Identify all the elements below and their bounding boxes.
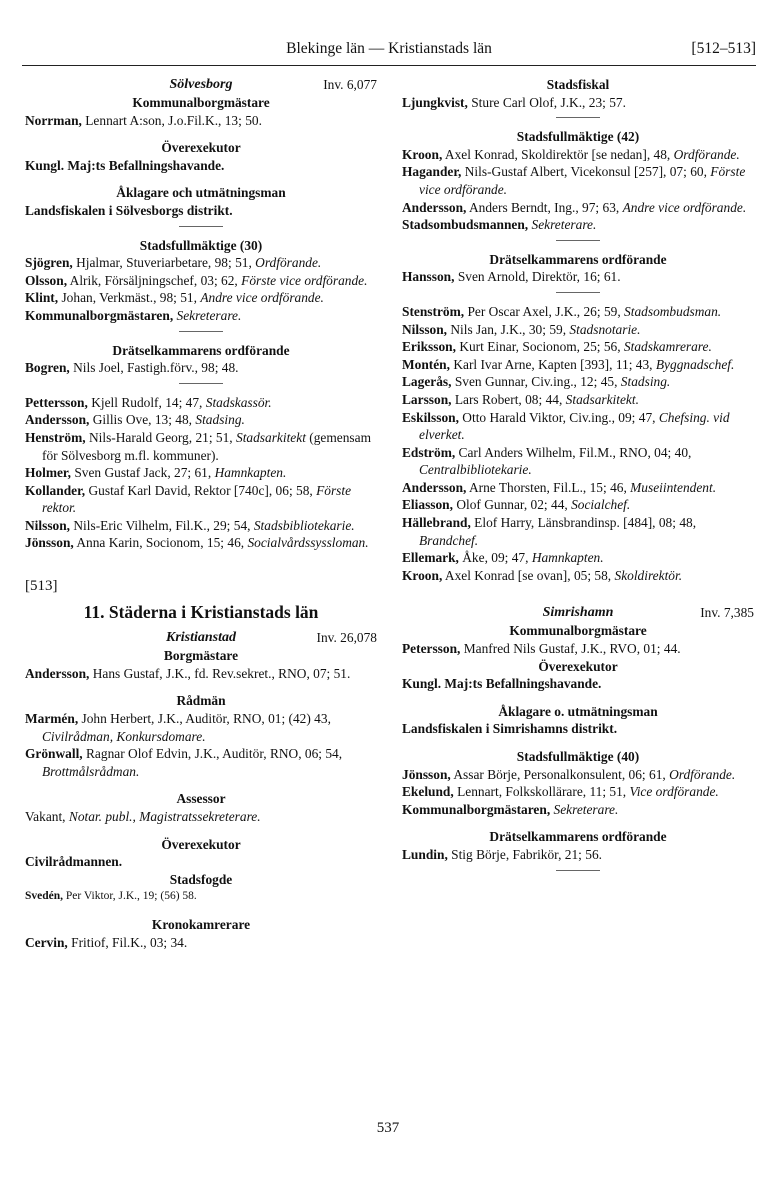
list-item: [25, 710, 377, 745]
person-name: Norrman,: [25, 112, 82, 128]
divider: [556, 117, 600, 118]
list-item: [25, 745, 377, 780]
office-holder: Civilrådmannen.: [25, 854, 123, 870]
list-item: [402, 94, 754, 112]
person-name: Kommunalborgmästaren,: [25, 307, 174, 323]
list-item: [25, 112, 377, 130]
person-role: Byggnadschef.: [655, 356, 735, 372]
section-heading: Överexekutor: [161, 140, 241, 156]
person-name: Andersson,: [25, 412, 90, 428]
person-details: Nils Jan, J.K., 30; 59,: [447, 321, 570, 337]
person-name: Kroon,: [402, 567, 443, 583]
person-details: Stig Börje, Fabrikör, 21; 56.: [447, 846, 602, 862]
section-heading: Stadsfullmäktige (30): [139, 237, 263, 253]
section-heading: Överexekutor: [161, 836, 241, 852]
person-name: Stenström,: [402, 303, 465, 319]
person-details: Vakant,: [25, 809, 69, 824]
person-role: Socialvårdssyssloman.: [247, 535, 369, 551]
town-heading-solvesborg: [25, 76, 377, 94]
section-heading: Kronokamrerare: [151, 916, 251, 932]
person-name: Kommunalborgmästaren,: [402, 801, 551, 817]
page-range: [512–513]: [691, 40, 756, 57]
person-role: Stadsnotarie.: [569, 321, 641, 337]
person-role: Sekreterare.: [173, 307, 242, 323]
person-name: Eliasson,: [402, 497, 453, 513]
divider: [179, 226, 223, 227]
list-item: [402, 199, 754, 217]
page-number: 537: [376, 1120, 400, 1136]
person-role: Förste vice ordförande.: [419, 164, 746, 197]
person-role: Brandchef.: [419, 532, 479, 548]
list-item: [25, 888, 377, 906]
section-heading: Drätselkammarens ordförande: [489, 829, 667, 845]
section-number: [513]: [25, 578, 58, 595]
person-role: Stadsarkitekt.: [565, 391, 639, 407]
person-role: Sekreterare.: [550, 801, 619, 817]
section-heading: Åklagare o. utmätningsman: [498, 703, 658, 719]
person-role: Andre vice ordförande.: [622, 199, 747, 215]
office-holder: Kungl. Maj:ts Befallningshavande.: [25, 157, 225, 173]
person-name: Ljungkvist,: [402, 94, 468, 110]
person-details: Ragnar Olof Edvin, J.K., Auditör, RNO, 06; 54,: [82, 746, 343, 762]
person-details: Sven Gustaf Jack, 27; 61,: [71, 465, 215, 481]
section-heading: Kommunalborgmästare: [132, 95, 270, 110]
person-name: Lundin,: [402, 846, 448, 862]
person-name: Kroon,: [402, 146, 443, 162]
section-heading: Åklagare och utmätningsman: [116, 185, 286, 201]
person-details: Sture Carl Olof, J.K., 23; 57.: [467, 94, 626, 110]
section-heading: Överexekutor: [538, 658, 618, 674]
person-name: Olsson,: [25, 272, 68, 288]
list-item: [25, 934, 377, 952]
person-role: Brottmålsrådman.: [42, 763, 140, 779]
person-details: Sven Gunnar, Civ.ing., 12; 45,: [451, 374, 621, 390]
list-item: [402, 303, 754, 321]
person-details: Gustaf Karl David, Rektor [740c], 06; 58,: [85, 482, 317, 498]
list-item: [402, 549, 754, 567]
person-role: Stadsing.: [620, 374, 671, 390]
section-heading: Stadsfullmäktige (42): [516, 129, 640, 145]
list-item: [25, 429, 377, 464]
list-item: [402, 640, 754, 658]
person-name: Stadsombudsmannen,: [402, 217, 529, 233]
person-details: Hans Gustaf, J.K., fd. Rev.sekret., RNO, 07; 51.: [89, 665, 351, 681]
person-role: Förste rektor.: [42, 482, 352, 516]
person-details: Carl Anders Wilhelm, Fil.M., RNO, 04; 40,: [455, 444, 692, 460]
person-details: Karl Ivar Arne, Kapten [393], 11; 43,: [449, 356, 656, 372]
person-role: Stadskassör.: [205, 394, 272, 410]
town-population: Inv. 6,077: [323, 77, 377, 92]
office-holder: Kungl. Maj:ts Befallningshavande.: [402, 676, 602, 692]
list-item: [402, 268, 754, 286]
office-holder: Landsfiskalen i Simrishamns distrikt.: [402, 721, 618, 737]
person-role: Sekreterare.: [528, 217, 597, 233]
list-item: [402, 801, 754, 819]
list-item: [402, 163, 754, 198]
person-name: Andersson,: [402, 199, 467, 215]
person-role: Ordförande.: [669, 766, 736, 782]
person-details: Kjell Rudolf, 14; 47,: [87, 394, 206, 410]
section-heading: Stadsfiskal: [546, 77, 610, 92]
list-item: [25, 534, 377, 552]
person-name: Henström,: [25, 429, 86, 445]
list-item: [25, 359, 377, 377]
list-item: [402, 846, 754, 864]
person-name: Montén,: [402, 356, 450, 372]
list-item: [25, 665, 377, 683]
person-name: Eskilsson,: [402, 409, 459, 425]
person-role: Vice ordförande.: [629, 784, 719, 800]
person-name: Jönsson,: [402, 766, 451, 782]
person-role: Centralbibliotekarie.: [419, 462, 532, 478]
person-name: Nilsson,: [25, 517, 71, 533]
person-details: Nils-Eric Vilhelm, Fil.K., 29; 54,: [70, 517, 254, 533]
town-heading-kristianstad: [25, 629, 377, 647]
town-name: Kristianstad: [165, 630, 237, 646]
person-details: Anna Karin, Socionom, 15; 46,: [73, 535, 248, 551]
person-name: Hällebrand,: [402, 515, 471, 531]
list-item: [402, 146, 754, 164]
person-details: Axel Konrad, Skoldirektör [se nedan], 48,: [442, 146, 674, 162]
person-name: Hansson,: [402, 269, 455, 285]
person-details: Lars Robert, 08; 44,: [451, 391, 566, 407]
town-name: Simrishamn: [542, 605, 614, 621]
person-role: Hamnkapten.: [214, 465, 287, 481]
section-heading: Kommunalborgmästare: [509, 623, 647, 639]
person-note: (gemensam för Sölvesborg m.fl. kommuner).: [42, 429, 371, 463]
person-role: Förste vice ordförande.: [241, 272, 368, 288]
divider: [179, 383, 223, 384]
running-head: Blekinge län — Kristianstads län: [286, 40, 492, 57]
person-role: Chefsing. vid elverket.: [419, 409, 730, 443]
person-details: Åke, 09; 47,: [458, 550, 532, 566]
person-name: Andersson,: [25, 665, 90, 681]
person-details: Nils-Harald Georg, 21; 51,: [85, 429, 236, 445]
list-item: [402, 216, 754, 234]
person-name: Ellemark,: [402, 550, 459, 566]
person-role: Civilrådman, Konkursdomare.: [42, 728, 206, 744]
section-heading: Stadsfogde: [169, 871, 233, 887]
person-details: Gillis Ove, 13; 48,: [89, 412, 196, 428]
list-item: [25, 482, 377, 517]
town-name: Sölvesborg: [169, 77, 233, 92]
person-name: Grönwall,: [25, 746, 83, 762]
person-details: Lennart A:son, J.o.Fil.K., 13; 50.: [81, 112, 262, 128]
list-item: [402, 391, 754, 409]
list-item: [25, 464, 377, 482]
person-role: Socialchef.: [571, 497, 631, 513]
person-name: Holmer,: [25, 465, 71, 481]
list-item: [402, 567, 754, 585]
list-item: [25, 411, 377, 429]
person-role: Skoldirektör.: [614, 567, 683, 583]
list-item: [402, 338, 754, 356]
list-item: [402, 444, 754, 479]
person-details: Sven Arnold, Direktör, 16; 61.: [454, 269, 621, 285]
page-header: [22, 40, 756, 62]
person-details: Manfred Nils Gustaf, J.K., RVO, 01; 44.: [460, 641, 681, 657]
town-population: Inv. 26,078: [316, 630, 377, 646]
office-holder: Landsfiskalen i Sölvesborgs distrikt.: [25, 202, 233, 218]
divider: [556, 240, 600, 241]
person-details: Per Oscar Axel, J.K., 26; 59,: [464, 303, 625, 319]
list-item: [25, 517, 377, 535]
divider: [556, 870, 600, 871]
left-column: [25, 76, 377, 951]
list-item: [402, 496, 754, 514]
person-details: Lennart, Folkskollärare, 11; 51,: [453, 784, 630, 800]
chapter-title: 11. Städerna i Kristianstads län: [83, 601, 319, 622]
person-name: Svedén,: [25, 890, 64, 903]
person-details: Johan, Verkmäst., 98; 51,: [58, 290, 201, 306]
section-heading: Rådmän: [176, 693, 226, 709]
person-name: Hagander,: [402, 164, 462, 180]
list-item: [402, 514, 754, 549]
person-details: Nils Joel, Fastigh.förv., 98; 48.: [69, 360, 239, 376]
right-column: [402, 76, 754, 881]
person-name: Andersson,: [402, 479, 467, 495]
person-role: Hamnkapten.: [531, 550, 604, 566]
list-item: [25, 254, 377, 272]
person-details: Nils-Gustaf Albert, Vicekonsul [257], 07; 60,: [461, 164, 711, 180]
section-heading: Drätselkammarens ordförande: [112, 342, 290, 358]
person-details: Elof Harry, Länsbrandinsp. [484], 08; 48,: [470, 515, 697, 531]
person-name: Petersson,: [402, 641, 461, 657]
person-name: Kollander,: [25, 482, 86, 498]
list-item: [402, 783, 754, 801]
person-details: John Herbert, J.K., Auditör, RNO, 01; (42) 43,: [78, 711, 331, 727]
person-details: Alrik, Försäljningschef, 03; 62,: [67, 272, 242, 288]
section-heading: Stadsfullmäktige (40): [516, 749, 640, 764]
person-role: Notar. publ., Magistratssekreterare.: [68, 809, 261, 824]
person-role: Stadsarkitekt: [236, 429, 306, 445]
list-item: [402, 321, 754, 339]
person-name: Nilsson,: [402, 321, 448, 337]
list-item: [25, 808, 377, 826]
list-item: [402, 479, 754, 497]
list-item: [402, 356, 754, 374]
list-item: [25, 394, 377, 412]
person-details: Hjalmar, Stuveriarbetare, 98; 51,: [72, 255, 256, 271]
person-details: Otto Harald Viktor, Civ.ing., 09; 47,: [458, 409, 659, 425]
person-name: Eriksson,: [402, 339, 456, 355]
section-heading: Assessor: [176, 791, 226, 807]
divider: [179, 331, 223, 332]
header-rule: [22, 65, 756, 66]
town-heading-simrishamn: [402, 604, 754, 622]
list-item: [402, 373, 754, 391]
person-role: Stadsing.: [195, 412, 245, 428]
person-name: Ekelund,: [402, 784, 454, 800]
list-item: [25, 307, 377, 325]
person-details: Assar Börje, Personalkonsulent, 06; 61,: [450, 766, 670, 782]
section-heading: Borgmästare: [163, 648, 239, 664]
person-name: Larsson,: [402, 391, 452, 407]
town-population: Inv. 7,385: [700, 605, 754, 621]
list-item: [402, 766, 754, 784]
person-name: Cervin,: [25, 934, 68, 950]
person-name: Klint,: [25, 290, 59, 306]
person-details: Anders Berndt, Ing., 97; 63,: [466, 199, 623, 215]
person-name: Pettersson,: [25, 394, 88, 410]
divider: [556, 292, 600, 293]
person-name: Bogren,: [25, 360, 70, 376]
person-role: Stadsombudsman.: [624, 303, 722, 319]
person-name: Lagerås,: [402, 374, 452, 390]
person-name: Edström,: [402, 444, 456, 460]
person-role: Ordförande.: [255, 255, 322, 271]
person-details: Arne Thorsten, Fil.L., 15; 46,: [466, 479, 631, 495]
person-details: Axel Konrad [se ovan], 05; 58,: [442, 567, 615, 583]
person-name: Sjögren,: [25, 255, 73, 271]
person-details: Olof Gunnar, 02; 44,: [452, 497, 572, 513]
person-role: Stadsbibliotekarie.: [253, 517, 355, 533]
person-role: Museiintendent.: [630, 479, 717, 495]
list-item: [25, 289, 377, 307]
person-name: Jönsson,: [25, 535, 74, 551]
person-role: Andre vice ordförande.: [200, 290, 324, 306]
person-name: Marmén,: [25, 711, 79, 727]
person-details: Per Viktor, J.K., 19; (56) 58.: [63, 890, 197, 903]
person-role: Stadskamrerare.: [623, 339, 712, 355]
person-details: Fritiof, Fil.K., 03; 34.: [67, 934, 188, 950]
list-item: [402, 409, 754, 444]
person-role: Ordförande.: [673, 146, 740, 162]
section-heading: Drätselkammarens ordförande: [489, 251, 667, 267]
list-item: [25, 272, 377, 290]
person-details: Kurt Einar, Socionom, 25; 56,: [455, 339, 624, 355]
